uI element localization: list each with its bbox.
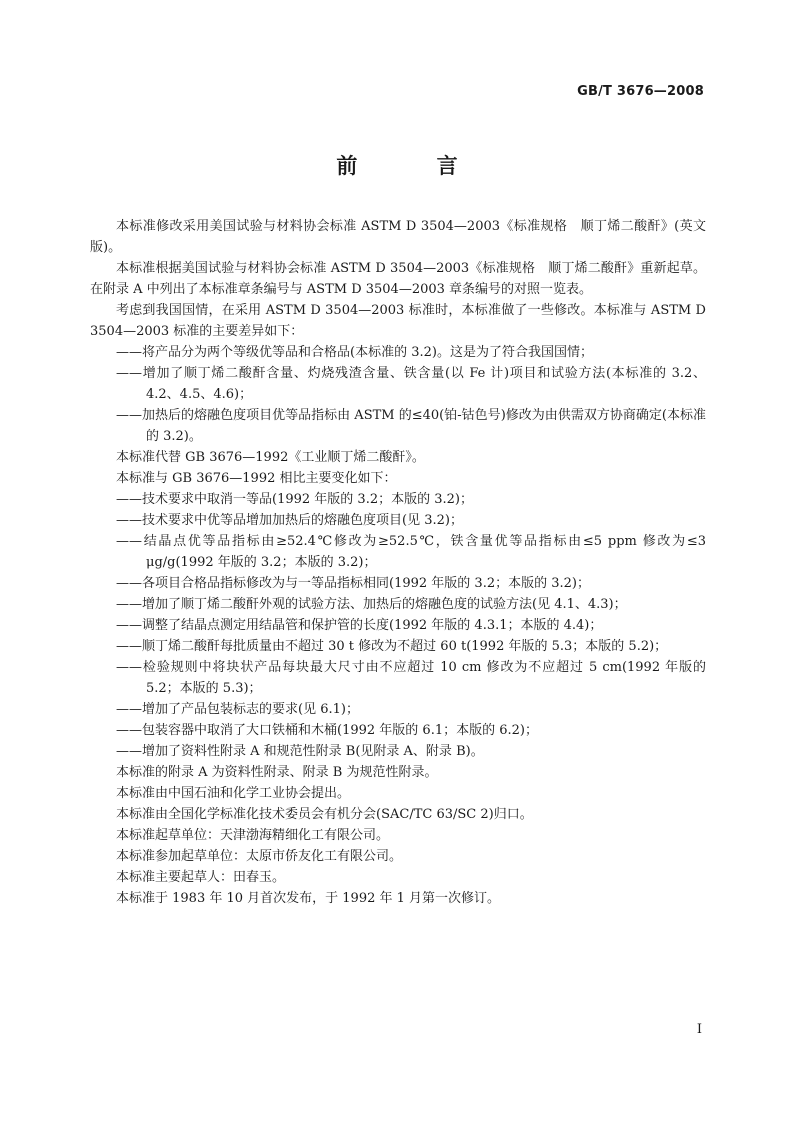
- page-title: 前 言: [336, 154, 494, 178]
- paragraph: 本标准参加起草单位：太原市侨友化工有限公司。: [116, 849, 403, 864]
- paragraph: 本标准代替 GB 3676—1992《工业顺丁烯二酸酐》。: [116, 450, 425, 465]
- paragraph: 本标准由中国石油和化学工业协会提出。: [116, 786, 351, 801]
- list-item: ——将产品分为两个等级优等品和合格品(本标准的 3.2)。这是为了符合我国国情；: [116, 345, 593, 360]
- list-item: ——增加了顺丁烯二酸酐外观的试验方法、加热后的熔融色度的试验方法(见 4.1、4.3)；: [116, 597, 627, 612]
- page-number: I: [696, 1022, 702, 1037]
- list-item: ——顺丁烯二酸酐每批质量由不超过 30 t 修改为不超过 60 t(1992 年版的 5.3；本版的 5.2)；: [116, 639, 668, 654]
- list-item: ——检验规则中将块状产品每块最大尺寸由不应超过 10 cm 修改为不应超过 5 cm(1992 年版的 5.2；本版的 5.3)；: [116, 660, 706, 696]
- list-item: ——包装容器中取消了大口铁桶和木桶(1992 年版的 6.1；本版的 6.2)；: [116, 723, 538, 738]
- list-item: ——增加了产品包装标志的要求(见 6.1)；: [116, 702, 359, 717]
- paragraph: 本标准修改采用美国试验与材料协会标准 ASTM D 3504—2003《标准规格 顺丁烯二酸酐》(英文版)。: [90, 219, 706, 255]
- paragraph: 本标准起草单位：天津渤海精细化工有限公司。: [116, 828, 390, 843]
- standard-code: GB/T 3676—2008: [577, 84, 704, 99]
- list-item: ——增加了顺丁烯二酸酐含量、灼烧残渣含量、铁含量(以 Fe 计)项目和试验方法(本标准的 3.2、4.2、4.5、4.6)；: [116, 366, 706, 402]
- list-item: ——技术要求中优等品增加加热后的熔融色度项目(见 3.2)；: [116, 513, 463, 528]
- list-item: ——增加了资料性附录 A 和规范性附录 B(见附录 A、附录 B)。: [116, 744, 484, 759]
- paragraph: 本标准由全国化学标准化技术委员会有机分会(SAC/TC 63/SC 2)归口。: [116, 807, 533, 822]
- paragraph: 本标准与 GB 3676—1992 相比主要变化如下：: [116, 471, 397, 486]
- list-item: ——结晶点优等品指标由≥52.4℃修改为≥52.5℃，铁含量优等品指标由≤5 ppm 修改为≤3 μg/g(1992 年版的 3.2；本版的 3.2)；: [116, 534, 706, 570]
- list-item: ——各项目合格品指标修改为与一等品指标相同(1992 年版的 3.2；本版的 3.2)；: [116, 576, 590, 591]
- list-item: ——加热后的熔融色度项目优等品指标由 ASTM 的≤40(铂-钴色号)修改为由供需双方协商确定(本标准的 3.2)。: [116, 408, 706, 444]
- paragraph: 本标准根据美国试验与材料协会标准 ASTM D 3504—2003《标准规格 顺丁烯二酸酐》重新起草。在附录 A 中列出了本标准章条编号与 ASTM D 3504—2003 章条编号的对照一览表。: [90, 261, 706, 297]
- foreword-body: [90, 216, 706, 909]
- paragraph: 本标准主要起草人：田春玉。: [116, 870, 286, 885]
- list-item: ——技术要求中取消一等品(1992 年版的 3.2；本版的 3.2)；: [116, 492, 473, 507]
- list-item: ——调整了结晶点测定用结晶管和保护管的长度(1992 年版的 4.3.1；本版的 4.4)；: [116, 618, 603, 633]
- paragraph: 本标准于 1983 年 10 月首次发布，于 1992 年 1 月第一次修订。: [116, 891, 501, 906]
- paragraph: 考虑到我国国情，在采用 ASTM D 3504—2003 标准时，本标准做了一些修改。本标准与 ASTM D 3504—2003 标准的主要差异如下：: [90, 303, 706, 339]
- paragraph: 本标准的附录 A 为资料性附录、附录 B 为规范性附录。: [116, 765, 438, 780]
